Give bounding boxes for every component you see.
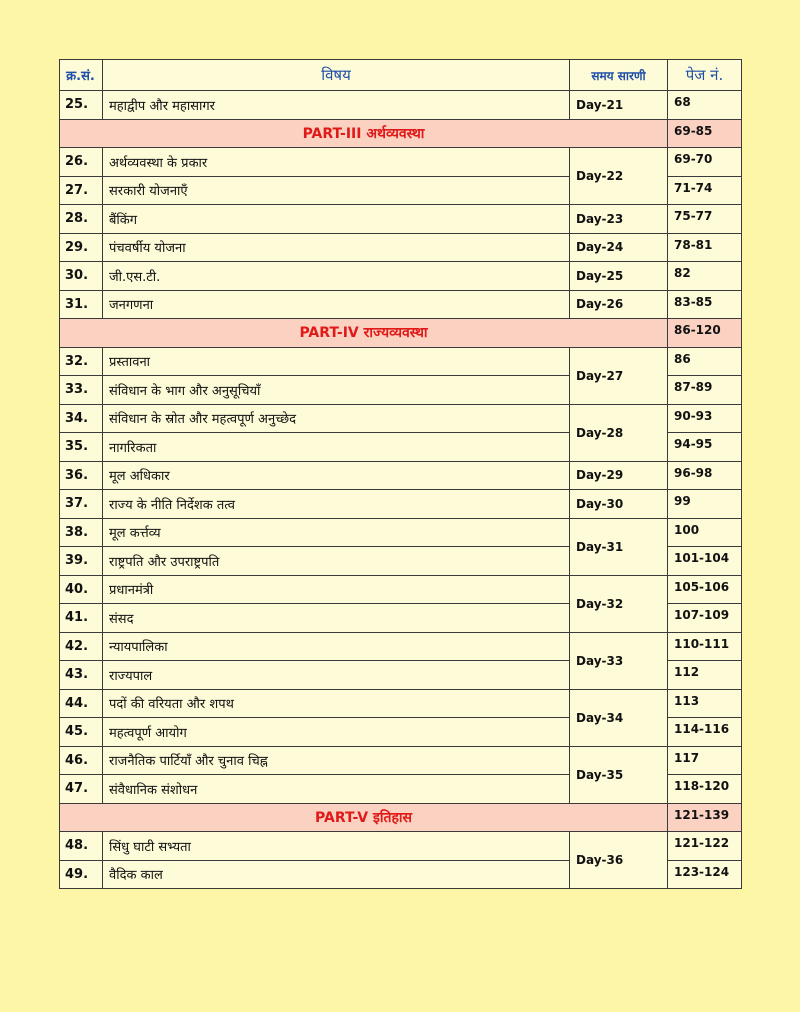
schedule-day: Day-29: [570, 461, 668, 490]
page-number: 110-111: [668, 632, 742, 661]
subject: मूल अधिकार: [103, 461, 570, 490]
part-page-range: 121-139: [668, 803, 742, 832]
subject: जी.एस.टी.: [103, 262, 570, 291]
serial-number: 41.: [60, 604, 103, 633]
page-number: 96-98: [668, 461, 742, 490]
serial-number: 38.: [60, 518, 103, 547]
page-number: 99: [668, 490, 742, 519]
toc-header-row: [60, 60, 742, 91]
schedule-day: Day-28: [570, 404, 668, 461]
schedule-day: Day-36: [570, 832, 668, 889]
serial-number: 36.: [60, 461, 103, 490]
serial-number: 27.: [60, 176, 103, 205]
page-number: 75-77: [668, 205, 742, 234]
schedule-day: Day-35: [570, 746, 668, 803]
table-row: [60, 832, 742, 861]
table-row: [60, 632, 742, 661]
table-row: [60, 91, 742, 120]
table-row: [60, 290, 742, 319]
subject: संविधान के भाग और अनुसूचियाँ: [103, 376, 570, 405]
subject: नागरिकता: [103, 433, 570, 462]
header-serial-number: क्र.सं.: [60, 60, 103, 91]
part-heading-row: [60, 803, 742, 832]
subject: जनगणना: [103, 290, 570, 319]
serial-number: 30.: [60, 262, 103, 291]
schedule-day: Day-34: [570, 689, 668, 746]
serial-number: 29.: [60, 233, 103, 262]
table-row: [60, 746, 742, 775]
toc-page: [59, 59, 741, 889]
table-row: [60, 347, 742, 376]
page-number: 83-85: [668, 290, 742, 319]
page-number: 82: [668, 262, 742, 291]
page-number: 90-93: [668, 404, 742, 433]
table-row: [60, 518, 742, 547]
serial-number: 39.: [60, 547, 103, 576]
part-heading-row: [60, 119, 742, 148]
subject: पंचवर्षीय योजना: [103, 233, 570, 262]
subject: राजनैतिक पार्टियाँ और चुनाव चिह्न: [103, 746, 570, 775]
serial-number: 37.: [60, 490, 103, 519]
schedule-day: Day-25: [570, 262, 668, 291]
header-page-number: पेज नं.: [668, 60, 742, 91]
subject: मूल कर्त्तव्य: [103, 518, 570, 547]
subject: संसद: [103, 604, 570, 633]
subject: सिंधु घाटी सभ्यता: [103, 832, 570, 861]
subject: राष्ट्रपति और उपराष्ट्रपति: [103, 547, 570, 576]
serial-number: 31.: [60, 290, 103, 319]
subject: राज्य के नीति निर्देशक तत्व: [103, 490, 570, 519]
subject: महत्वपूर्ण आयोग: [103, 718, 570, 747]
page-number: 105-106: [668, 575, 742, 604]
page-number: 121-122: [668, 832, 742, 861]
serial-number: 43.: [60, 661, 103, 690]
table-row: [60, 490, 742, 519]
subject: प्रस्तावना: [103, 347, 570, 376]
schedule-day: Day-21: [570, 91, 668, 120]
part-page-range: 69-85: [668, 119, 742, 148]
schedule-day: Day-32: [570, 575, 668, 632]
subject: पदों की वरियता और शपथ: [103, 689, 570, 718]
table-row: [60, 575, 742, 604]
table-row: [60, 689, 742, 718]
table-row: [60, 404, 742, 433]
schedule-day: Day-23: [570, 205, 668, 234]
table-row: [60, 461, 742, 490]
table-row: [60, 148, 742, 177]
page-number: 114-116: [668, 718, 742, 747]
header-subject: विषय: [103, 60, 570, 91]
serial-number: 35.: [60, 433, 103, 462]
schedule-day: Day-31: [570, 518, 668, 575]
toc-table: [59, 59, 742, 889]
subject: सरकारी योजनाएँ: [103, 176, 570, 205]
subject: न्यायपालिका: [103, 632, 570, 661]
page-number: 71-74: [668, 176, 742, 205]
part-title: PART-IV राज्यव्यवस्था: [60, 319, 668, 348]
serial-number: 45.: [60, 718, 103, 747]
page-number: 101-104: [668, 547, 742, 576]
subject: महाद्वीप और महासागर: [103, 91, 570, 120]
toc-body: [60, 91, 742, 889]
subject: राज्यपाल: [103, 661, 570, 690]
page-number: 100: [668, 518, 742, 547]
part-heading-row: [60, 319, 742, 348]
schedule-day: Day-24: [570, 233, 668, 262]
serial-number: 25.: [60, 91, 103, 120]
serial-number: 49.: [60, 860, 103, 889]
page-number: 69-70: [668, 148, 742, 177]
header-schedule: समय सारणी: [570, 60, 668, 91]
serial-number: 40.: [60, 575, 103, 604]
serial-number: 33.: [60, 376, 103, 405]
serial-number: 32.: [60, 347, 103, 376]
schedule-day: Day-22: [570, 148, 668, 205]
serial-number: 48.: [60, 832, 103, 861]
subject: संवैधानिक संशोधन: [103, 775, 570, 804]
serial-number: 26.: [60, 148, 103, 177]
page-number: 87-89: [668, 376, 742, 405]
schedule-day: Day-26: [570, 290, 668, 319]
schedule-day: Day-33: [570, 632, 668, 689]
page-number: 117: [668, 746, 742, 775]
serial-number: 28.: [60, 205, 103, 234]
page-number: 107-109: [668, 604, 742, 633]
subject: प्रधानमंत्री: [103, 575, 570, 604]
page-number: 113: [668, 689, 742, 718]
serial-number: 44.: [60, 689, 103, 718]
part-title: PART-III अर्थव्यवस्था: [60, 119, 668, 148]
page-number: 123-124: [668, 860, 742, 889]
schedule-day: Day-30: [570, 490, 668, 519]
schedule-day: Day-27: [570, 347, 668, 404]
serial-number: 47.: [60, 775, 103, 804]
page-number: 78-81: [668, 233, 742, 262]
subject: बैंकिंग: [103, 205, 570, 234]
table-row: [60, 262, 742, 291]
page-number: 68: [668, 91, 742, 120]
serial-number: 34.: [60, 404, 103, 433]
subject: वैदिक काल: [103, 860, 570, 889]
page-number: 118-120: [668, 775, 742, 804]
page-number: 94-95: [668, 433, 742, 462]
part-page-range: 86-120: [668, 319, 742, 348]
serial-number: 42.: [60, 632, 103, 661]
part-title: PART-V इतिहास: [60, 803, 668, 832]
subject: संविधान के स्रोत और महत्वपूर्ण अनुच्छेद: [103, 404, 570, 433]
table-row: [60, 233, 742, 262]
subject: अर्थव्यवस्था के प्रकार: [103, 148, 570, 177]
page-number: 112: [668, 661, 742, 690]
page-number: 86: [668, 347, 742, 376]
table-row: [60, 205, 742, 234]
serial-number: 46.: [60, 746, 103, 775]
